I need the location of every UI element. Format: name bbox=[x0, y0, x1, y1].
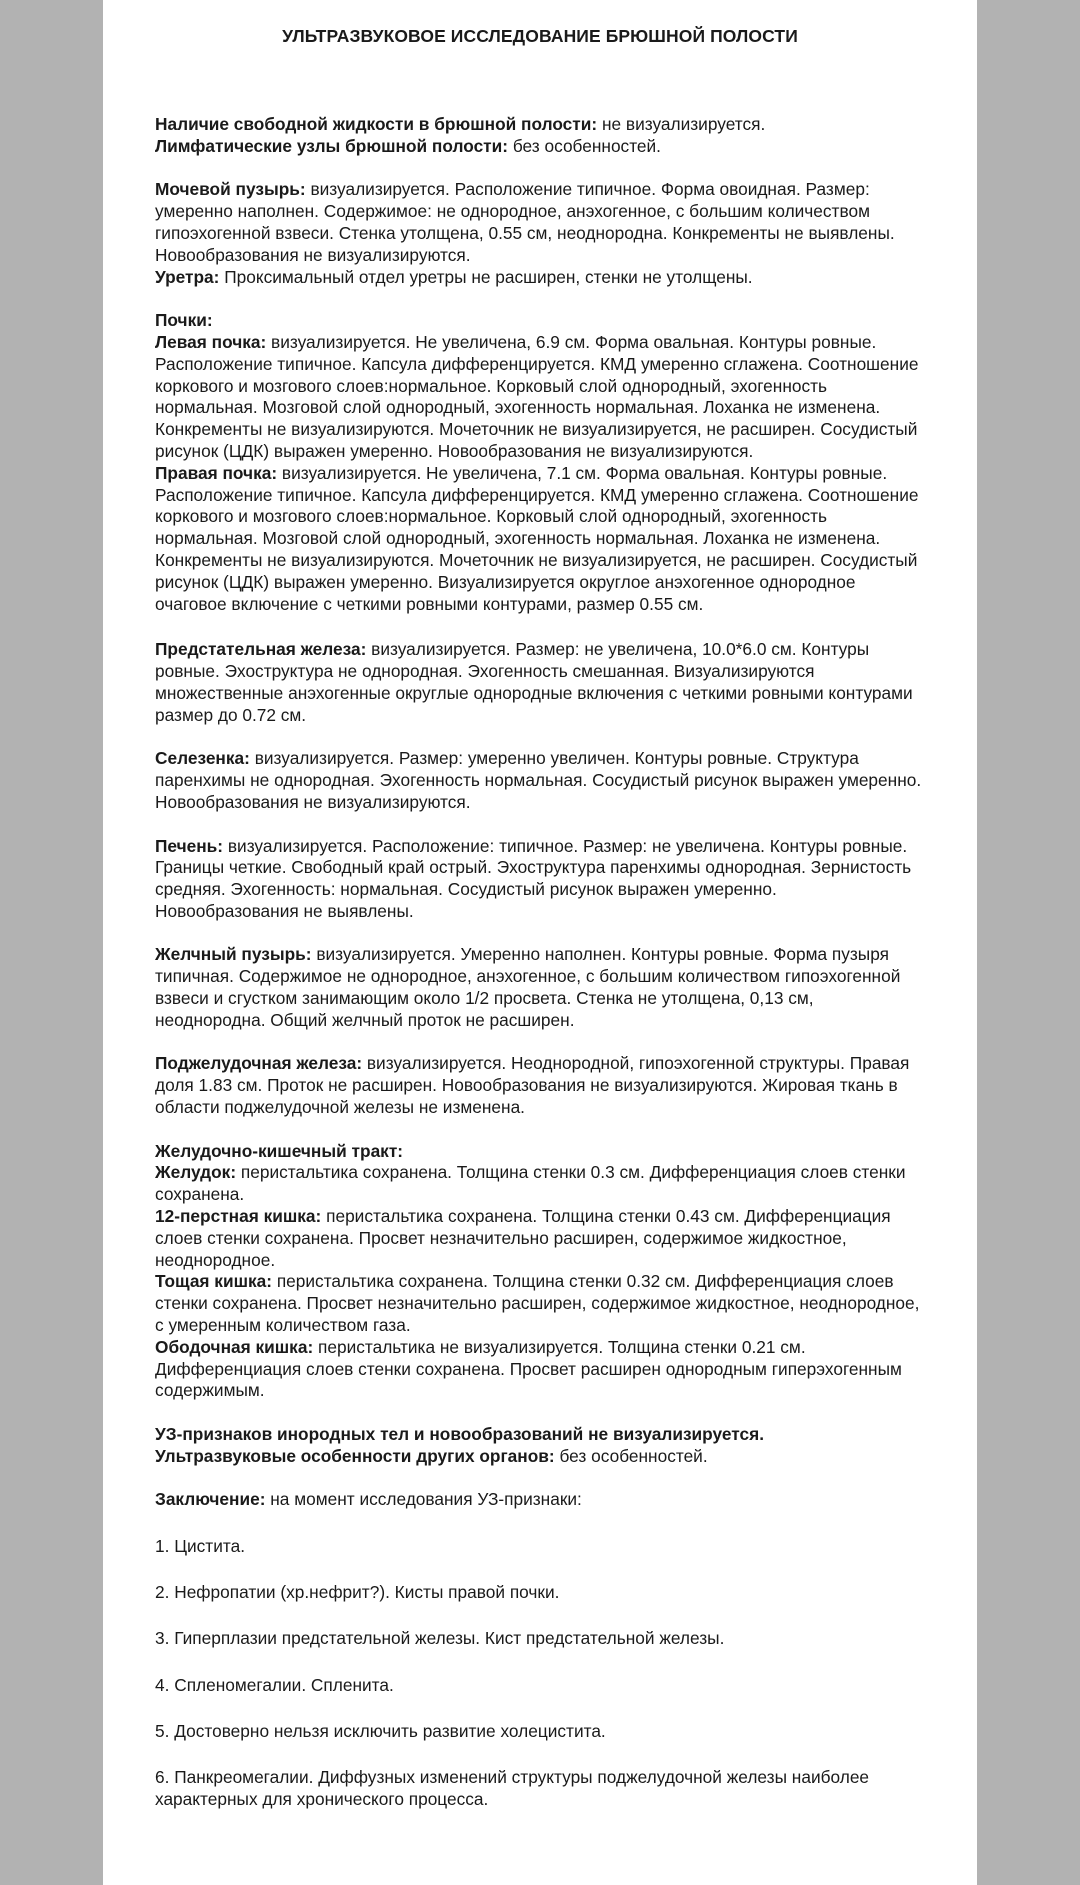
conclusion-text: на момент исследования УЗ-признаки: bbox=[265, 1489, 582, 1510]
gallbladder-paragraph bbox=[155, 944, 925, 1031]
liver-label: Печень: bbox=[155, 835, 224, 856]
right-kidney-paragraph bbox=[155, 463, 925, 616]
free-fluid-text: не визуализируется. bbox=[597, 114, 766, 134]
conclusion-item-4: 4. Спленомегалии. Спленита. bbox=[155, 1674, 394, 1695]
gallbladder-label: Желчный пузырь: bbox=[155, 944, 312, 965]
git-heading bbox=[155, 1141, 925, 1163]
left-kidney-paragraph bbox=[155, 332, 925, 463]
stomach-text: перистальтика сохранена. Толщина стенки 0.3 см. Дифференциация слоев стенки сохранена. bbox=[155, 1162, 906, 1205]
foreign-bodies-label: УЗ-признаков инородных тел и новообразований не визуализируется. bbox=[155, 1424, 765, 1445]
urethra-paragraph bbox=[155, 267, 925, 289]
conclusion-item-1: 1. Цистита. bbox=[155, 1535, 245, 1556]
spleen-paragraph bbox=[155, 748, 925, 813]
pancreas-label: Поджелудочная железа: bbox=[155, 1053, 363, 1074]
free-fluid-label: Наличие свободной жидкости в брюшной полости: bbox=[155, 114, 598, 134]
colon-paragraph bbox=[155, 1337, 925, 1402]
right-kidney-label: Правая почка: bbox=[155, 462, 278, 483]
duodenum-text: перистальтика сохранена. Толщина стенки 0.43 см. Дифференциация слоев стенки сохранена. Просвет незначительно расширен, содержимое жидкостное, неоднородное. bbox=[155, 1206, 891, 1270]
other-organs-label: Ультразвуковые особенности других органов: bbox=[155, 1445, 555, 1466]
bladder-paragraph bbox=[155, 179, 925, 266]
conclusion-line bbox=[155, 1489, 925, 1511]
jejunum-label: Тощая кишка: bbox=[155, 1271, 273, 1292]
other-organs-text: без особенностей. bbox=[554, 1445, 708, 1466]
lymph-nodes-line bbox=[155, 136, 925, 158]
jejunum-paragraph bbox=[155, 1271, 925, 1336]
stomach-label: Желудок: bbox=[155, 1162, 237, 1183]
liver-text: визуализируется. Расположение: типичное. Размер: не увеличена. Контуры ровные. Границы четкие. Свободный край острый. Эхоструктура паренхимы однородная. Зернистость средняя. Эхогенность: нормальная. Сосудистый рисунок выражен умеренно. Новообразования не выявлены. bbox=[155, 835, 912, 921]
lymph-nodes-text: без особенностей. bbox=[508, 135, 661, 156]
left-kidney-text: визуализируется. Не увеличена, 6.9 см. Форма овальная. Контуры ровные. Расположение типичное. Капсула дифференцируется. КМД умеренно сглажена. Соотношение коркового и мозгового слоев:нормальное. Корковый слой однородный, эхогенность нормальная. Мозговой слой однородный, эхогенность нормальная. Лоханка не изменена. Конкременты не визуализируются. Мочеточник не визуализируется, не расширен. Сосудистый рисунок (ЦДК) выражен умеренно. Новообразования не визуализируются. bbox=[155, 331, 919, 461]
prostate-paragraph bbox=[155, 639, 925, 726]
urethra-text: Проксимальный отдел уретры не расширен, стенки не утолщены. bbox=[219, 266, 753, 287]
prostate-text: визуализируется. Размер: не увеличена, 10.0*6.0 см. Контуры ровные. Эхоструктура не однородная. Эхогенность смешанная. Визуализируются множественные анэхогенные округлые однородные включения с четкими ровными контурами размер до 0.72 см. bbox=[155, 639, 913, 725]
spleen-label: Селезенка: bbox=[155, 748, 250, 769]
left-kidney-label: Левая почка: bbox=[155, 331, 267, 352]
kidneys-heading-label: Почки: bbox=[155, 310, 213, 331]
conclusion-label: Заключение: bbox=[155, 1489, 266, 1510]
lymph-nodes-label: Лимфатические узлы брюшной полости: bbox=[155, 135, 509, 156]
pancreas-text: визуализируется. Неоднородной, гипоэхогенной структуры. Правая доля 1.83 см. Проток не расширен. Новообразования не визуализируются. Жировая ткань в области поджелудочной железы не изменена. bbox=[155, 1053, 910, 1118]
colon-text: перистальтика не визуализируется. Толщина стенки 0.21 см. Дифференциация слоев стенки сохранена. Просвет расширен однородным гиперэхогенным содержимым. bbox=[155, 1336, 902, 1401]
document-page bbox=[103, 0, 977, 1885]
right-kidney-text: визуализируется. Не увеличена, 7.1 см. Форма овальная. Контуры ровные. Расположение типичное. Капсула дифференцируется. КМД умеренно сглажена. Соотношение коркового и мозгового слоев:нормальное. Корковый слой однородный, эхогенность нормальная. Мозговой слой однородный, эхогенность нормальная. Лоханка не изменена. Конкременты не визуализируются. Мочеточник не визуализируется, не расширен. Сосудистый рисунок (ЦДК) выражен умеренно. Визуализируется округлое анэхогенное однородное очаговое включение с четкими ровными контурами, размер 0.55 см. bbox=[155, 462, 919, 614]
duodenum-paragraph bbox=[155, 1206, 925, 1271]
other-organs-line bbox=[155, 1446, 925, 1468]
conclusion-item-2: 2. Нефропатии (хр.нефрит?). Кисты правой почки. bbox=[155, 1582, 560, 1602]
liver-paragraph bbox=[155, 836, 925, 923]
duodenum-label: 12-перстная кишка: bbox=[155, 1206, 322, 1227]
report-body bbox=[155, 114, 925, 1811]
conclusion-item-5: 5. Достоверно нельзя исключить развитие холецистита. bbox=[155, 1720, 606, 1741]
jejunum-text: перистальтика сохранена. Толщина стенки 0.32 см. Дифференциация слоев стенки сохранена. Просвет незначительно расширен, содержимое жидкостное, неоднородное, с умеренным количеством газа. bbox=[155, 1271, 920, 1336]
kidneys-heading bbox=[155, 310, 925, 332]
foreign-bodies-line bbox=[155, 1424, 925, 1446]
gallbladder-text: визуализируется. Умеренно наполнен. Контуры ровные. Форма пузыря типичная. Содержимое не однородное, анэхогенное, с большим количеством гипоэхогенной взвеси и сгустком занимающим около 1/2 просвета. Стенка не утолщена, 0,13 см, неоднородна. Общий желчный проток не расширен. bbox=[155, 944, 901, 1030]
bladder-text: визуализируется. Расположение типичное. Форма овоидная. Размер: умеренно наполнен. Содержимое: не однородное, анэхогенное, с большим количеством гипоэхогенной взвеси. Стенка утолщена, 0.55 см, неоднородна. Конкременты не выявлены. Новообразования не визуализируются. bbox=[155, 179, 895, 265]
git-heading-label: Желудочно-кишечный тракт: bbox=[155, 1140, 404, 1161]
conclusion-item-6: 6. Панкреомегалии. Диффузных изменений структуры поджелудочной железы наиболее характерных для хронического процесса. bbox=[155, 1767, 870, 1809]
stomach-paragraph bbox=[155, 1162, 925, 1206]
spleen-text: визуализируется. Размер: умеренно увеличен. Контуры ровные. Структура паренхимы не однородная. Эхогенность нормальная. Сосудистый рисунок выражен умеренно. Новообразования не визуализируются. bbox=[155, 748, 922, 812]
pancreas-paragraph bbox=[155, 1053, 925, 1118]
prostate-label: Предстательная железа: bbox=[155, 639, 367, 660]
colon-label: Ободочная кишка: bbox=[155, 1336, 314, 1357]
conclusion-item-3: 3. Гиперплазии предстательной железы. Кист предстательной железы. bbox=[155, 1628, 725, 1649]
free-fluid-line bbox=[155, 114, 925, 136]
urethra-label: Уретра: bbox=[155, 266, 220, 287]
bladder-label: Мочевой пузырь: bbox=[155, 179, 306, 200]
document-title: УЛЬТРАЗВУКОВОЕ ИССЛЕДОВАНИЕ БРЮШНОЙ ПОЛОСТИ bbox=[282, 26, 798, 46]
